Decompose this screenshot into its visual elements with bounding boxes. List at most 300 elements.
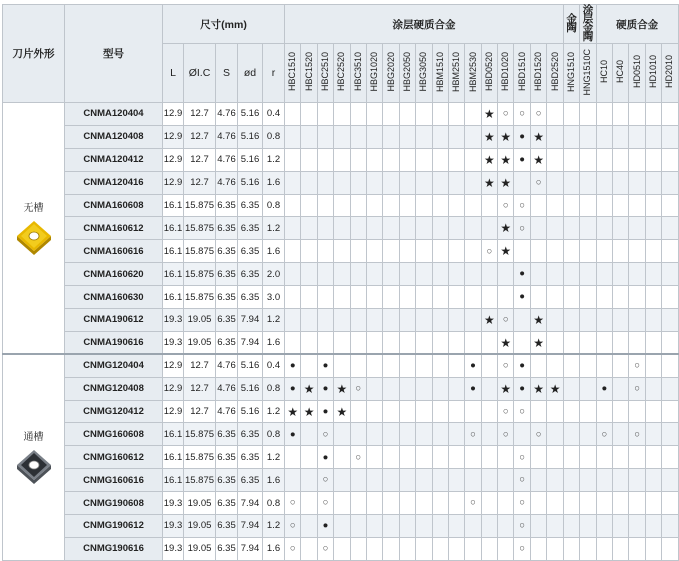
grade-mark-hollow: ○ [514,537,530,560]
grade-cell-empty [662,423,678,446]
grade-cell-empty [645,423,661,446]
grade-cell-empty [448,263,464,286]
table-row [3,492,679,515]
grade-cell-empty [530,263,546,286]
grade-cell-empty [514,240,530,263]
dimension-cell: 6.35 [216,446,238,469]
grade-cell-empty [416,103,432,126]
model-cell: CNMA160608 [65,194,163,217]
grade-cell-empty [645,103,661,126]
dimension-cell: 12.7 [184,400,216,423]
grade-mark-star: ★ [481,309,497,332]
grade-cell-empty [547,492,564,515]
grade-cell-empty [530,194,546,217]
grade-cell-empty [662,446,678,469]
grade-mark-star: ★ [498,217,514,240]
grade-cell-empty [317,286,333,309]
grade-cell-empty [498,537,514,560]
grade-mark-star: ★ [547,377,564,400]
grade-cell-empty [580,492,596,515]
dimension-cell: 4.76 [216,400,238,423]
grade-cell-empty [563,377,579,400]
dimension-cell: 5.16 [238,148,263,171]
grade-cell-empty [432,423,448,446]
grade-cell-empty [448,515,464,538]
grade-mark-solid: ● [317,377,333,400]
grade-cell-empty [399,148,415,171]
dimension-cell: 6.35 [216,194,238,217]
grade-header [432,44,448,103]
dimension-cell: 6.35 [238,263,263,286]
grade-cell-empty [613,423,629,446]
dim-header: r [263,44,285,103]
grade-cell-empty [366,331,382,354]
grade-cell-empty [399,537,415,560]
dimension-cell: 6.35 [216,331,238,354]
grade-cell-empty [432,194,448,217]
grade-cell-empty [580,400,596,423]
grade-cell-empty [383,423,399,446]
grade-cell-empty [350,217,366,240]
dimension-cell: 15.875 [184,286,216,309]
dimension-cell: 12.7 [184,125,216,148]
grade-cell-empty [416,194,432,217]
grade-cell-empty [383,354,399,377]
grade-cell-empty [366,354,382,377]
grade-cell-empty [448,446,464,469]
grade-cell-empty [613,171,629,194]
grade-cell-empty [645,240,661,263]
grade-cell-empty [596,240,612,263]
dim-header: S [216,44,238,103]
grade-cell-empty [629,515,645,538]
dimension-cell: 1.2 [263,309,285,332]
dimension-cell: 16.1 [163,286,184,309]
grade-cell-empty [334,331,350,354]
grade-cell-empty [465,194,481,217]
grade-cell-empty [448,423,464,446]
grade-cell-empty [448,331,464,354]
grade-mark-hollow: ○ [514,400,530,423]
grade-header-label: HD0510 [631,55,642,89]
dimension-cell: 5.16 [238,103,263,126]
grade-mark-solid: ● [514,286,530,309]
grade-cell-empty [613,194,629,217]
dim-header: ød [238,44,263,103]
grade-header [285,44,301,103]
dimension-cell: 1.6 [263,240,285,263]
dimension-cell: 5.16 [238,400,263,423]
dimension-cell: 1.6 [263,331,285,354]
grade-cell-empty [399,263,415,286]
grade-mark-star: ★ [498,171,514,194]
grade-cell-empty [399,423,415,446]
grade-cell-empty [334,423,350,446]
grade-cell-empty [613,286,629,309]
grade-cell-empty [645,217,661,240]
grade-cell-empty [301,125,317,148]
grade-cell-empty [662,492,678,515]
grade-mark-hollow: ○ [530,103,546,126]
grade-cell-empty [563,103,579,126]
grade-cell-empty [613,400,629,423]
grade-cell-empty [613,263,629,286]
grade-cell-empty [530,240,546,263]
grade-cell-empty [563,263,579,286]
grade-header-label: HBD2520 [549,52,560,92]
grade-cell-empty [629,194,645,217]
grade-cell-empty [350,103,366,126]
table-row [3,171,679,194]
grade-mark-solid: ● [514,354,530,377]
grade-mark-hollow: ○ [514,217,530,240]
model-cell: CNMG120412 [65,400,163,423]
dimension-cell: 1.2 [263,515,285,538]
dimension-cell: 12.9 [163,125,184,148]
grade-mark-star: ★ [530,125,546,148]
grade-cell-empty [383,148,399,171]
grade-header [645,44,661,103]
dimension-cell: 19.05 [184,515,216,538]
grade-cell-empty [547,148,564,171]
grade-cell-empty [334,537,350,560]
grade-cell-empty [301,103,317,126]
grade-mark-star: ★ [301,377,317,400]
dimension-cell: 0.8 [263,423,285,446]
grade-cell-empty [613,125,629,148]
grade-cell-empty [530,286,546,309]
grade-cell-empty [465,125,481,148]
dimension-cell: 12.7 [184,148,216,171]
grade-cell-empty [416,331,432,354]
grade-cell-empty [399,125,415,148]
grade-cell-empty [580,217,596,240]
grade-cell-empty [645,148,661,171]
grade-cell-empty [629,263,645,286]
grade-cell-empty [547,263,564,286]
grade-cell-empty [563,240,579,263]
grade-header-label: HBD1510 [516,52,527,92]
dimension-cell: 12.9 [163,103,184,126]
grade-cell-empty [301,263,317,286]
grade-cell-empty [662,125,678,148]
grade-cell-empty [416,354,432,377]
dimension-cell: 19.3 [163,309,184,332]
model-cell: CNMA160612 [65,217,163,240]
grade-cell-empty [416,469,432,492]
grade-header-label: HBD1520 [533,52,544,92]
dimension-cell: 6.35 [216,286,238,309]
dimension-cell: 12.9 [163,377,184,400]
grade-mark-hollow: ○ [629,354,645,377]
grade-cell-empty [563,515,579,538]
grade-cell-empty [596,492,612,515]
grade-cell-empty [285,217,301,240]
grade-cell-empty [301,492,317,515]
table-row [3,515,679,538]
grade-cell-empty [334,263,350,286]
dimension-cell: 12.7 [184,171,216,194]
grade-cell-empty [563,423,579,446]
dimension-cell: 5.16 [238,171,263,194]
grade-cell-empty [481,515,497,538]
table-row [3,103,679,126]
grade-mark-hollow: ○ [317,423,333,446]
grade-cell-empty [317,103,333,126]
grade-cell-empty [285,286,301,309]
grade-mark-hollow: ○ [350,377,366,400]
grade-cell-empty [383,469,399,492]
grade-cell-empty [383,331,399,354]
grade-cell-empty [285,263,301,286]
grade-mark-solid: ● [285,354,301,377]
dimension-cell: 12.9 [163,354,184,377]
dimension-cell: 4.76 [216,125,238,148]
grade-cell-empty [350,400,366,423]
grade-cell-empty [334,171,350,194]
grade-mark-hollow: ○ [465,492,481,515]
grade-cell-empty [301,217,317,240]
grade-mark-hollow: ○ [498,103,514,126]
grade-cell-empty [547,194,564,217]
dims-group-header: 尺寸(mm) [163,5,285,44]
grade-cell-empty [465,309,481,332]
grade-cell-empty [317,309,333,332]
grade-cell-empty [432,492,448,515]
grade-cell-empty [580,286,596,309]
model-cell: CNMG190616 [65,537,163,560]
grade-cell-empty [285,469,301,492]
grade-cell-empty [530,400,546,423]
grade-cell-empty [563,492,579,515]
dimension-cell: 4.76 [216,148,238,171]
grade-cell-empty [301,309,317,332]
grade-mark-solid: ● [514,377,530,400]
dimension-cell: 15.875 [184,469,216,492]
grade-cell-empty [613,148,629,171]
grade-cell-empty [645,469,661,492]
grade-cell-empty [530,515,546,538]
grade-cell-empty [301,331,317,354]
grade-cell-empty [629,240,645,263]
grade-cell-empty [366,515,382,538]
grade-cell-empty [285,446,301,469]
grade-mark-star: ★ [481,103,497,126]
grade-header-label: HBC1520 [303,52,314,92]
grade-cell-empty [645,492,661,515]
grade-cell-empty [285,194,301,217]
coated-carbide-group-header: 涂层硬质合金 [285,5,564,44]
grade-cell-empty [662,148,678,171]
grade-mark-hollow: ○ [530,171,546,194]
grade-mark-star: ★ [530,331,546,354]
grade-cell-empty [465,400,481,423]
dimension-cell: 7.94 [238,309,263,332]
grade-header-label: HNG1510 [566,51,577,93]
table-row [3,377,679,400]
grade-header [416,44,432,103]
grade-header-label: HBD0520 [483,52,494,92]
table-row [3,331,679,354]
grade-header-label: HBG1020 [369,52,380,92]
grade-mark-star: ★ [498,331,514,354]
grade-cell-empty [613,446,629,469]
grade-cell-empty [448,194,464,217]
grade-header-label: HBM2510 [451,51,462,93]
grade-cell-empty [580,125,596,148]
grade-header [465,44,481,103]
grade-cell-empty [383,125,399,148]
grade-cell-empty [580,240,596,263]
grade-cell-empty [662,217,678,240]
grade-mark-hollow: ○ [317,492,333,515]
grade-mark-hollow: ○ [629,377,645,400]
grade-cell-empty [563,354,579,377]
grade-cell-empty [596,217,612,240]
grade-cell-empty [334,492,350,515]
grade-cell-empty [334,354,350,377]
dimension-cell: 19.05 [184,309,216,332]
grade-cell-empty [416,492,432,515]
grade-cell-empty [448,309,464,332]
dimension-cell: 12.9 [163,171,184,194]
dimension-cell: 15.875 [184,263,216,286]
grade-cell-empty [432,309,448,332]
grade-cell-empty [383,400,399,423]
grade-cell-empty [563,125,579,148]
grade-cell-empty [399,171,415,194]
grade-header [498,44,514,103]
grade-cell-empty [432,354,448,377]
grade-cell-empty [481,446,497,469]
grade-cell-empty [563,309,579,332]
grade-cell-empty [645,171,661,194]
grade-cell-empty [465,331,481,354]
grade-cell-empty [350,286,366,309]
dimension-cell: 6.35 [216,263,238,286]
grade-cell-empty [645,331,661,354]
grade-cell-empty [580,263,596,286]
grade-cell-empty [301,286,317,309]
grade-cell-empty [645,377,661,400]
grade-header-label: HBG2050 [401,52,412,92]
grade-cell-empty [481,400,497,423]
grade-cell-empty [530,492,546,515]
grade-cell-empty [662,354,678,377]
grade-cell-empty [317,263,333,286]
grade-mark-solid: ● [514,125,530,148]
dimension-cell: 4.76 [216,171,238,194]
model-cell: CNMG120408 [65,377,163,400]
grade-cell-empty [563,217,579,240]
dimension-cell: 6.35 [216,515,238,538]
grade-header-label: HC10 [598,60,609,84]
dimension-cell: 4.76 [216,377,238,400]
insert-shape-cell [3,103,65,355]
dimension-cell: 12.7 [184,377,216,400]
grade-cell-empty [416,240,432,263]
grade-cell-empty [547,331,564,354]
grade-mark-star: ★ [334,400,350,423]
grade-cell-empty [366,446,382,469]
grade-mark-hollow: ○ [498,194,514,217]
dimension-cell: 19.3 [163,537,184,560]
grade-cell-empty [481,331,497,354]
grade-cell-empty [366,194,382,217]
grade-mark-hollow: ○ [514,515,530,538]
grade-cell-empty [301,537,317,560]
grade-cell-empty [350,240,366,263]
grade-cell-empty [432,148,448,171]
dimension-cell: 6.35 [238,240,263,263]
grade-cell-empty [596,194,612,217]
grade-cell-empty [317,217,333,240]
grade-mark-star: ★ [498,377,514,400]
grade-cell-empty [383,263,399,286]
grade-cell-empty [596,148,612,171]
grade-cell-empty [317,331,333,354]
grade-cell-empty [366,217,382,240]
model-cell: CNMA190616 [65,331,163,354]
grade-cell-empty [514,171,530,194]
grade-header [662,44,678,103]
grade-cell-empty [334,286,350,309]
dimension-cell: 15.875 [184,194,216,217]
grade-cell-empty [366,286,382,309]
grade-header [317,44,333,103]
grade-mark-hollow: ○ [350,446,366,469]
grade-cell-empty [613,537,629,560]
grade-cell-empty [645,354,661,377]
grade-cell-empty [629,125,645,148]
grade-cell-empty [629,171,645,194]
grade-cell-empty [432,240,448,263]
dimension-cell: 16.1 [163,446,184,469]
grade-cell-empty [285,240,301,263]
grade-cell-empty [383,103,399,126]
grade-cell-empty [448,537,464,560]
grade-cell-empty [416,309,432,332]
grade-header-label: HD1010 [648,55,659,89]
grade-mark-solid: ● [465,354,481,377]
grade-cell-empty [629,469,645,492]
grade-cell-empty [399,331,415,354]
grade-cell-empty [580,309,596,332]
grade-cell-empty [645,194,661,217]
grade-cell-empty [613,515,629,538]
dimension-cell: 16.1 [163,217,184,240]
grade-mark-solid: ● [317,400,333,423]
table-row [3,263,679,286]
grade-mark-star: ★ [530,377,546,400]
grade-cell-empty [645,286,661,309]
grade-cell-empty [334,103,350,126]
grade-cell-empty [481,492,497,515]
grade-header-label: HBG2020 [385,52,396,92]
grade-cell-empty [580,331,596,354]
grade-mark-hollow: ○ [285,492,301,515]
grade-cell-empty [662,309,678,332]
grade-mark-star: ★ [301,400,317,423]
dimension-cell: 16.1 [163,194,184,217]
dimension-cell: 15.875 [184,423,216,446]
table-row [3,400,679,423]
grade-mark-hollow: ○ [285,537,301,560]
model-cell: CNMG190608 [65,492,163,515]
grade-cell-empty [498,492,514,515]
grade-cell-empty [350,331,366,354]
grade-cell-empty [366,492,382,515]
